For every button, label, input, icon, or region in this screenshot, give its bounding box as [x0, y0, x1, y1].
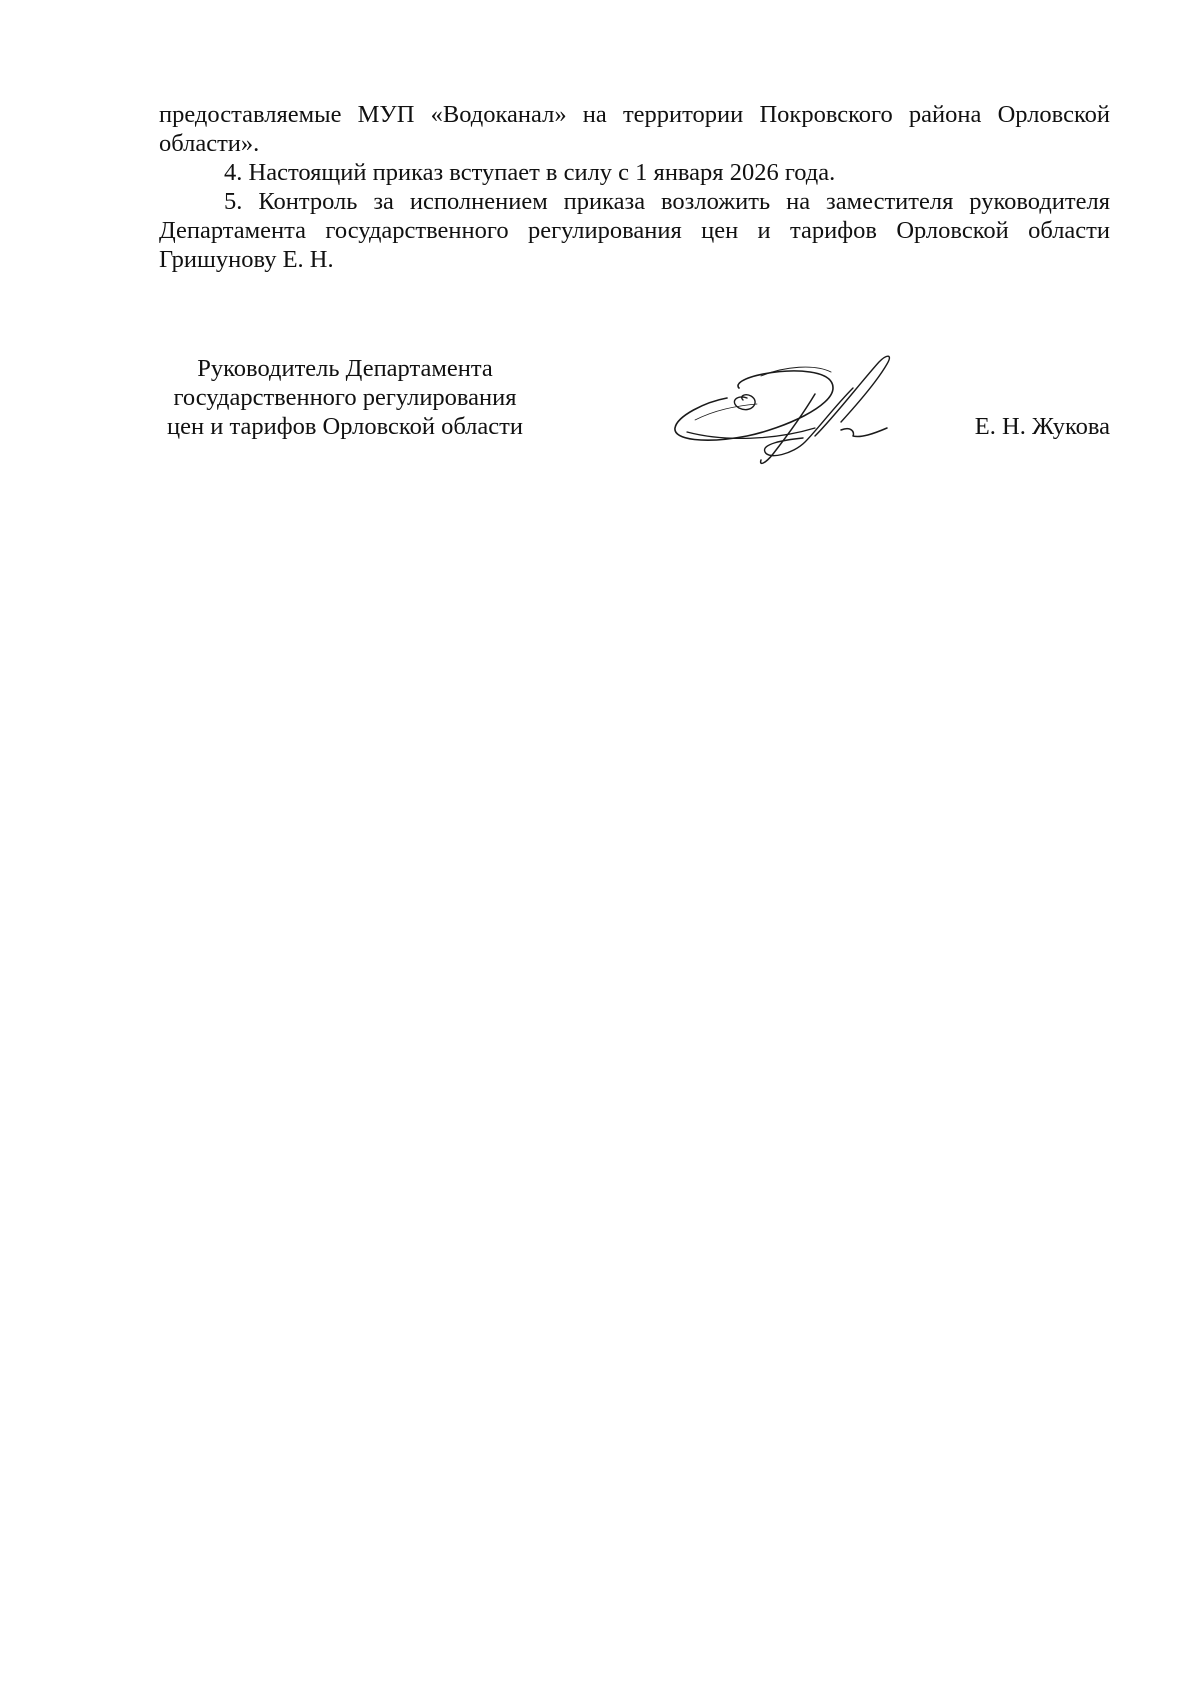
signer-name: Е. Н. Жукова [974, 413, 1110, 440]
paragraph-item-5: 5. Контроль за исполнением приказа возложить на заместителя руководителя Департамента государственного регулирования цен и тарифов Орловской области Гришунову Е. Н. [159, 188, 1110, 273]
document-body [159, 100, 1110, 274]
signature-block [150, 354, 1110, 464]
position-line-2: государственного регулирования [173, 384, 517, 411]
paragraph-continuation: предоставляемые МУП «Водоканал» на территории Покровского района Орловской области». [159, 101, 1110, 157]
position-line-1: Руководитель Департамента [197, 355, 493, 382]
position-line-3: цен и тарифов Орловской области [167, 413, 523, 440]
signatory-position [150, 354, 540, 441]
handwritten-signature-icon [665, 336, 920, 468]
paragraph-item-4: 4. Настоящий приказ вступает в силу с 1 января 2026 года. [224, 159, 836, 186]
